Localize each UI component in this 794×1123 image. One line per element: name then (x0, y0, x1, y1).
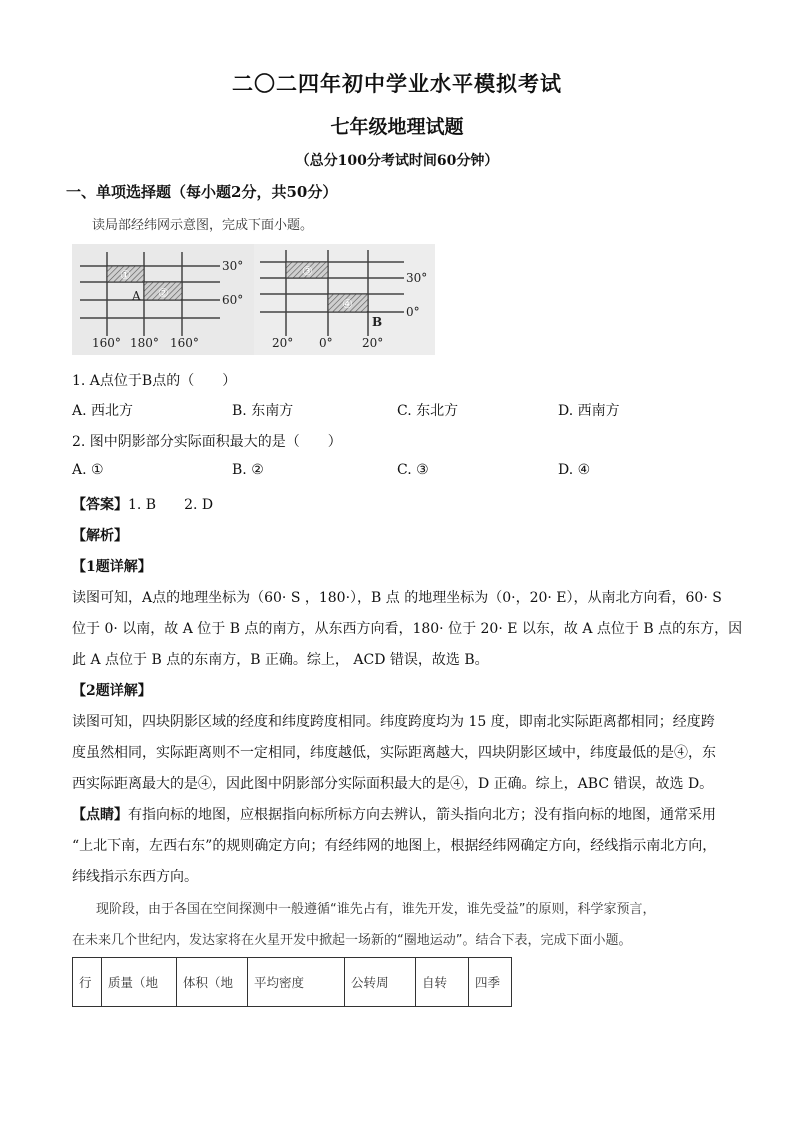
question-2-option-b: B. ② (232, 462, 264, 478)
figure-left-lon-1: 160° (92, 336, 121, 350)
section-heading: 一、单项选择题（每小题2分，共50分） (66, 183, 338, 201)
answer-text: 1. B 2. D (128, 497, 214, 513)
detail-1-line: 位于 0· 以南，故 A 位于 B 点的南方，从东西方向看，180· 位于 20· E 以东，故 A 点位于 B 点的东方，因 (72, 621, 743, 637)
figure-right-lon-1: 20° (272, 336, 294, 350)
figure-left-lon-2: 180° (130, 336, 159, 350)
figure-right-panel (254, 244, 435, 355)
question-1-option-b: B. 东南方 (232, 403, 294, 419)
detail-1-line: 读图可知，A点的地理坐标为（60· S ，180·），B 点 的地理坐标为（0·，20· E），从南北方向看，60· S (72, 590, 722, 606)
intro-2-line: 在未来几个世纪内，发达家将在火星开发中掀起一场新的“圈地运动”。结合下表，完成下面小题。 (72, 933, 632, 948)
table-header-cell: 四季 (469, 958, 512, 1007)
figure-left-region-1: ① (120, 268, 131, 282)
question-2-option-a: A. ① (72, 462, 104, 478)
detail-2-line: 度虽然相同，实际距离则不一定相同，纬度越低，实际距离越大，四块阴影区域中，纬度最低的是④，东 (72, 745, 716, 761)
answer-line (72, 494, 732, 514)
question-1-stem: 1. A点位于B点的（ ） (72, 373, 237, 389)
table-header-cell: 行 (73, 958, 102, 1007)
figure-right-region-4: ④ (342, 297, 353, 311)
answer-label: 【答案】 (72, 497, 128, 513)
table-header-cell: 公转周 (345, 958, 416, 1007)
detail-2-line: 读图可知，四块阴影区域的经度和纬度跨度相同。纬度跨度均为 15 度，即南北实际距离都相同；经度跨 (72, 714, 715, 730)
table-header-cell: 平均密度 (248, 958, 345, 1007)
question-2-options (72, 462, 732, 482)
tip-line (72, 804, 732, 824)
exam-subtitle: 七年级地理试题 (330, 116, 464, 138)
graticule-figure (72, 244, 435, 355)
exam-title: 二〇二四年初中学业水平模拟考试 (232, 71, 562, 96)
mars-data-table (72, 957, 512, 1007)
figure-left-panel (72, 244, 254, 355)
question-2-option-c: C. ③ (397, 462, 429, 478)
figure-right-point-b: B (372, 315, 383, 329)
tip-line: 纬线指示东西方向。 (72, 869, 198, 885)
figure-left-region-2: ② (158, 286, 169, 300)
detail-2-line: 西实际距离最大的是④，因此图中阴影部分实际面积最大的是④，D 正确。综上，ABC 错误，故选 D。 (72, 776, 714, 792)
detail-1-label: 【1题详解】 (72, 559, 152, 575)
figure-left-lat-top: 30° (222, 259, 244, 273)
figure-left-lon-3: 160° (170, 336, 199, 350)
table-row (73, 958, 512, 1007)
analysis-label: 【解析】 (72, 528, 128, 544)
exam-note: （总分100分考试时间60分钟） (295, 153, 499, 169)
table-header-cell: 质量（地 (102, 958, 177, 1007)
table-header-cell: 体积（地 (177, 958, 248, 1007)
question-1-option-a: A. 西北方 (72, 403, 134, 419)
table-header-cell: 自转 (416, 958, 469, 1007)
tip-line: “上北下南，左西右东”的规则确定方向；有经纬网的地图上，根据经纬网确定方向，经线指示南北方向， (72, 838, 717, 854)
intro-2-line: 现阶段，由于各国在空间探测中一般遵循“谁先占有，谁先开发，谁先受益”的原则，科学家预言， (96, 902, 656, 917)
figure-right-lat-top: 30° (406, 271, 428, 285)
question-1-option-d: D. 西南方 (558, 403, 620, 419)
detail-1-line: 此 A 点位于 B 点的东南方，B 正确。综上， ACD 错误，故选 B。 (72, 652, 489, 668)
question-1-options (72, 400, 732, 420)
figure-right-region-3: ③ (302, 264, 313, 278)
figure-left-point-a: A (132, 289, 141, 303)
tip-text: 有指向标的地图，应根据指向标所标方向去辨认，箭头指向北方；没有指向标的地图，通常采用 (128, 807, 716, 823)
figure-right-lon-2: 0° (319, 336, 333, 350)
question-1-option-c: C. 东北方 (397, 403, 459, 419)
figure-right-lon-3: 20° (362, 336, 384, 350)
question-2-option-d: D. ④ (558, 462, 591, 478)
figure-right-lat-bottom: 0° (406, 305, 420, 319)
section-intro: 读局部经纬网示意图，完成下面小题。 (92, 218, 314, 233)
figure-left-lat-bottom: 60° (222, 293, 244, 307)
tip-label: 【点睛】 (72, 807, 128, 823)
detail-2-label: 【2题详解】 (72, 683, 152, 699)
question-2-stem: 2. 图中阴影部分实际面积最大的是（ ） (72, 434, 342, 450)
